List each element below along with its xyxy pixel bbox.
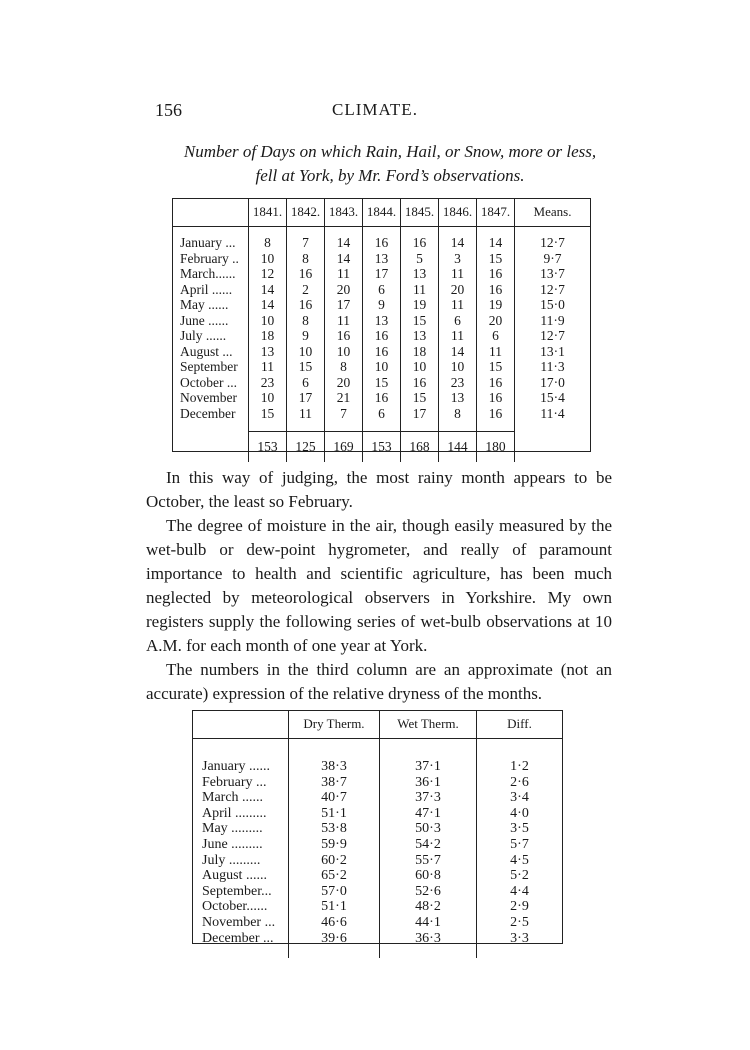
totals-row [172, 432, 590, 463]
table-cell: 57·0 [289, 884, 380, 900]
table-cell: 16 [477, 282, 515, 298]
rain-col-header: 1841. [249, 198, 287, 227]
table-row [192, 868, 562, 884]
row-label: January ...... [202, 759, 271, 774]
table-cell: 16 [325, 328, 363, 344]
totals-mean-blank [515, 432, 591, 463]
rain-table-corner [172, 198, 249, 227]
table-cell: 11 [325, 266, 363, 282]
table-cell: 11 [439, 328, 477, 344]
row-label: February .. [180, 250, 239, 266]
table-cell: 40·7 [289, 790, 380, 806]
table-row [192, 915, 562, 931]
row-label: April ...... [180, 281, 233, 297]
table-row [172, 282, 590, 298]
table-cell: 12 [249, 266, 287, 282]
table-cell: 11·9 [515, 313, 591, 329]
table-cell: 2 [287, 282, 325, 298]
table-row [172, 227, 590, 251]
table-cell: 11 [325, 313, 363, 329]
table-cell: 15 [401, 390, 439, 406]
table-row [172, 390, 590, 406]
row-label: June ......... [202, 836, 263, 852]
table-row [172, 313, 590, 329]
row-label: September [180, 359, 238, 374]
table-cell: 13·1 [515, 344, 591, 360]
table-cell: 3 [439, 251, 477, 267]
table-cell: 13 [249, 344, 287, 360]
table-row [192, 775, 562, 791]
table-cell: 17 [401, 406, 439, 432]
table-cell: 10 [363, 359, 401, 375]
total-cell: 180 [477, 432, 515, 463]
table-cell: 15·0 [515, 297, 591, 313]
row-label: October ... [180, 374, 237, 390]
paragraph-moisture: The degree of moisture in the air, though easily measured by the wet-bulb or dew-point hygrometer, and really of paramount importance to health and scientific agriculture, has been much neglected by meteorological observers in Yorkshire. My own registers supply the following series of wet-bulb observations at 10 A.M. for each month of one year at York. [146, 516, 612, 655]
table-cell: 5·7 [477, 837, 563, 853]
table-cell: 2·9 [477, 899, 563, 915]
row-label: November [180, 390, 237, 405]
table-cell: 6 [477, 328, 515, 344]
row-label: September... [202, 883, 272, 899]
therm-col-header: Dry Therm. [289, 710, 380, 739]
table-cell: 46·6 [289, 915, 380, 931]
table-cell: 11 [401, 282, 439, 298]
table-cell: 14 [325, 251, 363, 267]
row-label: February ... [202, 774, 267, 790]
table-cell: 36·1 [380, 775, 477, 791]
table-cell: 37·1 [380, 739, 477, 775]
totals-label [172, 432, 249, 463]
table-cell: 3·4 [477, 790, 563, 806]
table-caption [120, 140, 660, 188]
table-cell: 16 [477, 390, 515, 406]
table-cell: 14 [477, 227, 515, 251]
table-cell: 13 [439, 390, 477, 406]
table-cell: 9 [287, 328, 325, 344]
table-cell: 16 [477, 266, 515, 282]
table-cell: 14 [249, 297, 287, 313]
table-cell: 10 [249, 251, 287, 267]
table-cell: 48·2 [380, 899, 477, 915]
table-cell: 19 [477, 297, 515, 313]
therm-col-header: Wet Therm. [380, 710, 477, 739]
row-label: July ...... [180, 328, 227, 343]
table-row [192, 899, 562, 915]
row-label: November ... [202, 914, 276, 930]
caption-line-1: Number of Days on which Rain, Hail, or Snow, more or less, [183, 142, 597, 161]
row-label: May ...... [180, 297, 229, 312]
table-cell: 12·7 [515, 227, 591, 251]
paragraph-rainy-month: In this way of judging, the most rainy month appears to be October, the least so February. [146, 468, 612, 511]
row-label: October...... [202, 899, 268, 915]
table-cell: 16 [401, 375, 439, 391]
table-cell: 21 [325, 390, 363, 406]
table-cell: 10 [439, 359, 477, 375]
table-cell: 14 [439, 344, 477, 360]
table-cell: 38·7 [289, 775, 380, 791]
table-cell: 6 [363, 282, 401, 298]
table-row [172, 406, 590, 432]
table-cell: 13 [363, 251, 401, 267]
table-cell: 14 [439, 227, 477, 251]
row-label: June ...... [180, 312, 229, 328]
table-row [192, 884, 562, 900]
table-cell: 38·3 [289, 739, 380, 775]
table-cell: 20 [477, 313, 515, 329]
table-cell: 4·5 [477, 853, 563, 869]
table-row [192, 837, 562, 853]
table-cell: 17·0 [515, 375, 591, 391]
table-cell: 10 [249, 313, 287, 329]
table-cell: 13 [401, 328, 439, 344]
table-cell: 15 [477, 251, 515, 267]
table-row [192, 853, 562, 869]
total-cell: 153 [249, 432, 287, 463]
table-cell: 9·7 [515, 251, 591, 267]
table-row [192, 739, 562, 775]
table-row [192, 806, 562, 822]
table-cell: 13 [363, 313, 401, 329]
table-cell: 17 [325, 297, 363, 313]
table-cell: 50·3 [380, 821, 477, 837]
table-cell: 7 [325, 406, 363, 432]
table-cell: 16 [401, 227, 439, 251]
table-cell: 8 [287, 251, 325, 267]
table-cell: 51·1 [289, 806, 380, 822]
table-cell: 47·1 [380, 806, 477, 822]
table-cell: 16 [363, 328, 401, 344]
page-header [0, 100, 750, 126]
running-title: CLIMATE. [332, 100, 418, 119]
table-cell: 23 [249, 375, 287, 391]
table-cell: 16 [477, 375, 515, 391]
row-label: July ......... [202, 852, 261, 868]
table-cell: 15 [363, 375, 401, 391]
table-cell: 15 [477, 359, 515, 375]
table-cell: 11·4 [515, 406, 591, 432]
table-cell: 13·7 [515, 266, 591, 282]
table-row [192, 790, 562, 806]
table-cell: 18 [401, 344, 439, 360]
table-cell: 5 [401, 251, 439, 267]
table-cell: 20 [439, 282, 477, 298]
rain-col-header: 1843. [325, 198, 363, 227]
table-cell: 1·2 [477, 739, 563, 775]
table-cell: 15 [401, 313, 439, 329]
table-cell: 16 [287, 297, 325, 313]
table-cell: 52·6 [380, 884, 477, 900]
table-cell: 10 [249, 390, 287, 406]
row-label: January ... [180, 235, 236, 250]
table-cell: 18 [249, 328, 287, 344]
table-cell: 13 [401, 266, 439, 282]
table-cell: 3·5 [477, 821, 563, 837]
table-cell: 60·8 [380, 868, 477, 884]
rain-days-table [172, 198, 590, 462]
table-cell: 2·6 [477, 775, 563, 791]
rain-col-header: 1844. [363, 198, 401, 227]
table-cell: 19 [401, 297, 439, 313]
therm-col-header: Diff. [477, 710, 563, 739]
table-cell: 14 [249, 282, 287, 298]
paragraph-third-column: The numbers in the third column are an approximate (not an accurate) expression of the relative dryness of the months. [146, 660, 612, 703]
row-label: August ...... [202, 868, 267, 884]
caption-line-2: fell at York, by Mr. Ford’s observations. [255, 166, 525, 185]
table-cell: 51·1 [289, 899, 380, 915]
table-cell: 53·8 [289, 821, 380, 837]
page-number: 156 [155, 100, 182, 120]
table-cell: 15 [249, 406, 287, 432]
thermometer-table [192, 710, 562, 958]
table-cell: 6 [287, 375, 325, 391]
table-cell: 16 [287, 266, 325, 282]
rain-col-header: 1847. [477, 198, 515, 227]
table-cell: 65·2 [289, 868, 380, 884]
table-cell: 36·3 [380, 931, 477, 959]
table-cell: 8 [439, 406, 477, 432]
table-cell: 17 [363, 266, 401, 282]
row-label: April ......... [202, 805, 267, 821]
table-cell: 8 [249, 227, 287, 251]
table-cell: 15 [287, 359, 325, 375]
table-cell: 8 [325, 359, 363, 375]
rain-col-header: 1846. [439, 198, 477, 227]
table-cell: 15·4 [515, 390, 591, 406]
total-cell: 125 [287, 432, 325, 463]
table-cell: 8 [287, 313, 325, 329]
table-row [192, 821, 562, 837]
table-cell: 14 [325, 227, 363, 251]
table-row [172, 251, 590, 267]
table-cell: 3·3 [477, 931, 563, 959]
total-cell: 153 [363, 432, 401, 463]
row-label: December [180, 405, 236, 421]
table-cell: 11 [439, 266, 477, 282]
row-label: December ... [202, 930, 274, 946]
row-label: March...... [180, 266, 236, 281]
table-cell: 10 [287, 344, 325, 360]
table-cell: 20 [325, 375, 363, 391]
table-cell: 9 [363, 297, 401, 313]
total-cell: 169 [325, 432, 363, 463]
table-cell: 11 [477, 344, 515, 360]
table-cell: 4·4 [477, 884, 563, 900]
table-cell: 60·2 [289, 853, 380, 869]
table-cell: 59·9 [289, 837, 380, 853]
table-cell: 37·3 [380, 790, 477, 806]
table-cell: 11·3 [515, 359, 591, 375]
total-cell: 168 [401, 432, 439, 463]
table-row [172, 266, 590, 282]
table-row [172, 375, 590, 391]
therm-table-corner [192, 710, 289, 739]
table-cell: 44·1 [380, 915, 477, 931]
table-cell: 55·7 [380, 853, 477, 869]
table-row [172, 359, 590, 375]
table-cell: 2·5 [477, 915, 563, 931]
table-cell: 16 [363, 390, 401, 406]
table-cell: 5·2 [477, 868, 563, 884]
table-row [172, 344, 590, 360]
rain-col-header: Means. [515, 198, 591, 227]
total-cell: 144 [439, 432, 477, 463]
table-cell: 16 [477, 406, 515, 432]
table-cell: 6 [439, 313, 477, 329]
rain-table-header-row [172, 198, 590, 227]
table-cell: 17 [287, 390, 325, 406]
table-cell: 23 [439, 375, 477, 391]
table-cell: 11 [287, 406, 325, 432]
table-cell: 12·7 [515, 282, 591, 298]
table-cell: 6 [363, 406, 401, 432]
table-cell: 12·7 [515, 328, 591, 344]
table-cell: 7 [287, 227, 325, 251]
row-label: May ......... [202, 821, 263, 837]
table-cell: 16 [363, 227, 401, 251]
table-cell: 54·2 [380, 837, 477, 853]
table-cell: 11 [249, 359, 287, 375]
table-cell: 11 [439, 297, 477, 313]
table-row [192, 931, 562, 959]
table-cell: 10 [325, 344, 363, 360]
table-cell: 39·6 [289, 931, 380, 959]
rain-col-header: 1845. [401, 198, 439, 227]
table-row [172, 328, 590, 344]
rain-col-header: 1842. [287, 198, 325, 227]
row-label: August ... [180, 343, 233, 359]
table-cell: 16 [363, 344, 401, 360]
table-cell: 10 [401, 359, 439, 375]
table-row [172, 297, 590, 313]
therm-table-header-row [192, 710, 562, 739]
row-label: March ...... [202, 790, 264, 806]
table-cell: 20 [325, 282, 363, 298]
table-cell: 4·0 [477, 806, 563, 822]
